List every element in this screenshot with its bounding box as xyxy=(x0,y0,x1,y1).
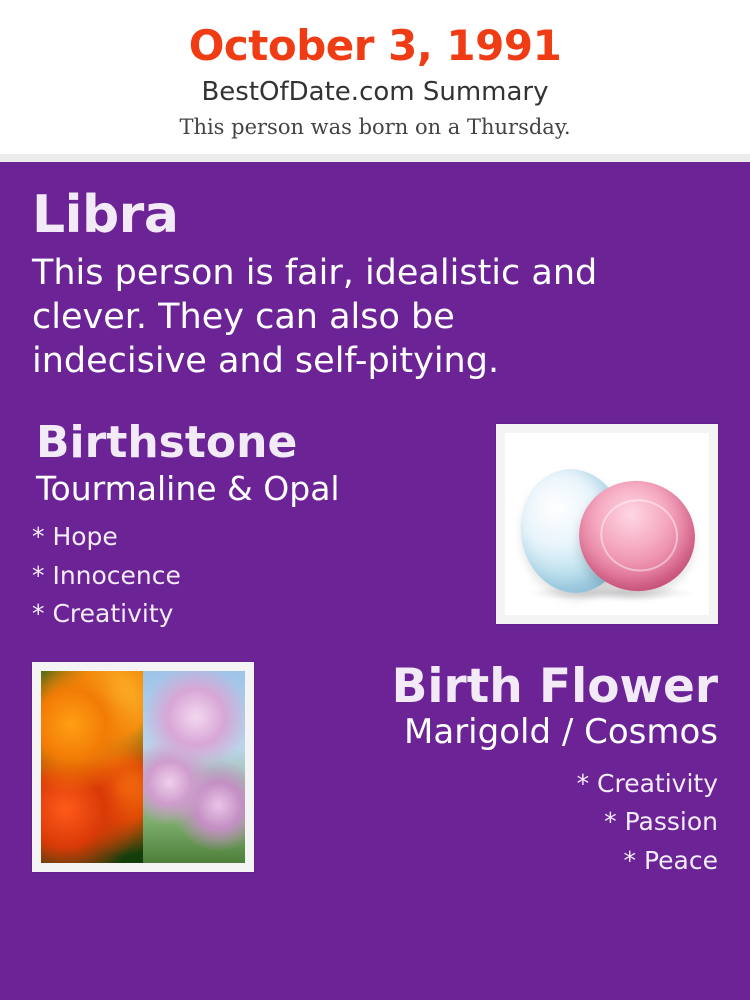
birthstone-image xyxy=(505,433,709,615)
birthstone-section xyxy=(32,416,718,634)
birthflower-traits xyxy=(272,765,718,881)
list-item: * Creativity xyxy=(32,599,174,629)
birthflower-names: Marigold / Cosmos xyxy=(404,712,718,753)
list-item: * Hope xyxy=(32,521,118,551)
birthstone-text xyxy=(32,416,496,634)
list-item: * Creativity xyxy=(576,768,718,798)
birthstone-names: Tourmaline & Opal xyxy=(36,468,340,508)
marigold-photo xyxy=(41,671,143,863)
birthflower-title: Birth Flower xyxy=(391,659,718,715)
birthstone-title: Birthstone xyxy=(36,416,298,468)
list-item: * Innocence xyxy=(32,560,181,590)
header-divider xyxy=(0,154,750,162)
zodiac-description: This person is fair, idealistic and clever. They can also be indecisive and self-pitying. xyxy=(32,253,598,381)
summary-body xyxy=(0,162,750,1000)
page-title: October 3, 1991 xyxy=(188,21,562,70)
birth-weekday-note: This person was born on a Thursday. xyxy=(179,114,571,139)
birthflower-section xyxy=(32,659,718,881)
birthstone-image-frame xyxy=(496,424,718,624)
cosmos-photo xyxy=(143,671,245,863)
birthflower-image xyxy=(41,671,245,863)
list-item: * Passion xyxy=(604,807,718,837)
site-summary-label: BestOfDate.com Summary xyxy=(201,77,549,108)
birthflower-image-frame xyxy=(32,662,254,872)
list-item: * Peace xyxy=(623,846,718,876)
page-header xyxy=(0,0,750,154)
birthflower-text xyxy=(254,659,718,881)
birthstone-traits xyxy=(32,518,496,634)
zodiac-sign-name: Libra xyxy=(32,184,179,245)
